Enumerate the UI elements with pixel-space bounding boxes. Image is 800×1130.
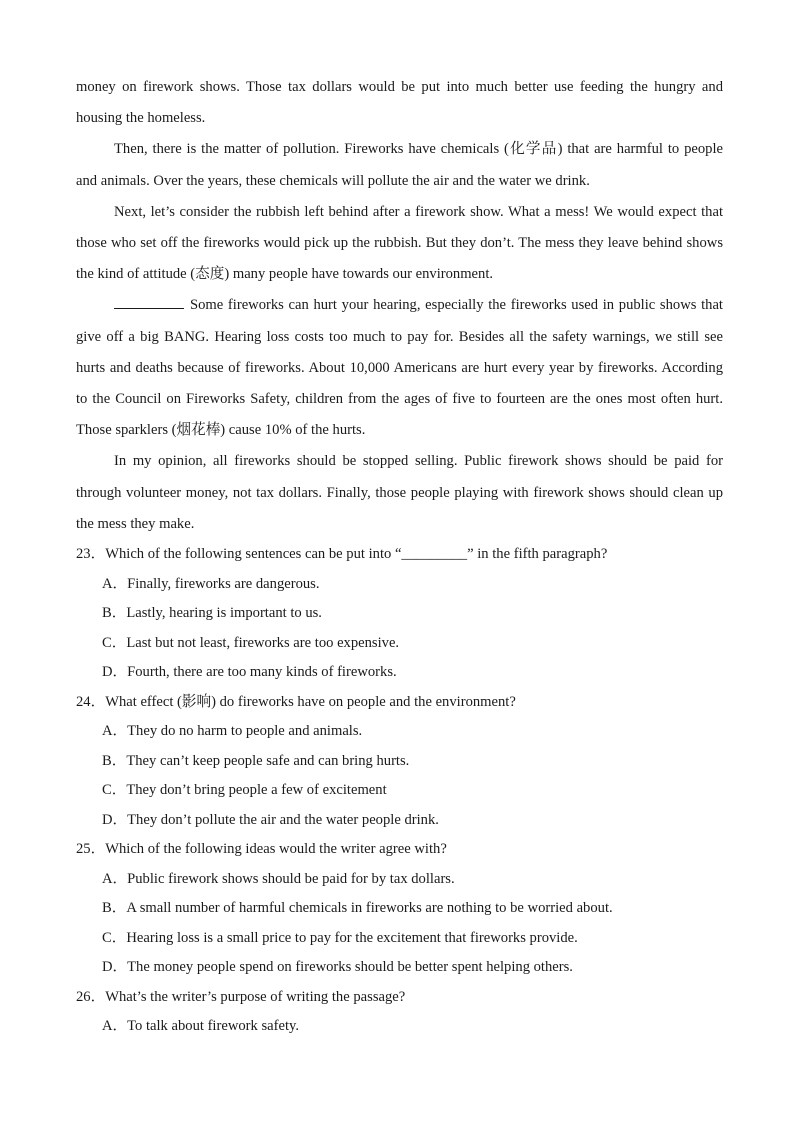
question-stem: 24．What effect (影响) do fireworks have on people and the environment? bbox=[76, 693, 516, 710]
option-d[interactable]: D．They don’t pollute the air and the water people drink. bbox=[102, 811, 439, 828]
question-stem: 25．Which of the following ideas would the writer agree with? bbox=[76, 841, 447, 858]
answer-blank bbox=[114, 294, 184, 309]
option-d[interactable]: D．The money people spend on fireworks should be better spent helping others. bbox=[102, 959, 573, 976]
option-a[interactable]: A．They do no harm to people and animals. bbox=[102, 723, 363, 740]
option-b[interactable]: B．Lastly, hearing is important to us. bbox=[102, 605, 322, 622]
passage-paragraph-1: money on firework shows. Those tax dollars would be put into much better use feeding the hungry and housing the homeless. bbox=[76, 79, 723, 127]
paragraph-4-text: Some fireworks can hurt your hearing, especially the fireworks used in public shows that give off a big BANG. Hearing loss costs too much to pay for. Besides all the safety warnings, we still see hurts and deaths because of fireworks. About 10,000 Americans are hurt every year by fireworks. According to the Council on Fireworks Safety, children from the ages of five to fourteen are the ones most often hurt. Those sparklers (烟花棒) cause 10% of the hurts. bbox=[76, 297, 723, 439]
option-c[interactable]: C．They don’t bring people a few of excitement bbox=[102, 782, 387, 799]
question-23 bbox=[76, 540, 723, 688]
document-page bbox=[76, 72, 723, 1042]
option-c[interactable]: C．Hearing loss is a small price to pay for the excitement that fireworks provide. bbox=[102, 929, 578, 946]
passage-paragraph-3: Next, let’s consider the rubbish left behind after a firework show. What a mess! We would expect that those who set off the fireworks would pick up the rubbish. But they don’t. The mess they leave behind shows the kind of attitude (态度) many people have towards our environment. bbox=[76, 203, 723, 283]
question-stem: 23．Which of the following sentences can be put into “_________” in the fifth paragraph? bbox=[76, 546, 608, 563]
question-stem: 26．What’s the writer’s purpose of writing the passage? bbox=[76, 988, 406, 1005]
option-a[interactable]: A．Public firework shows should be paid for by tax dollars. bbox=[102, 870, 455, 887]
question-24 bbox=[76, 688, 723, 836]
option-b[interactable]: B．They can’t keep people safe and can bring hurts. bbox=[102, 752, 410, 769]
passage-paragraph-2: Then, there is the matter of pollution. Fireworks have chemicals (化学品) that are harmful to people and animals. Over the years, these chemicals will pollute the air and the water we drink. bbox=[76, 141, 723, 189]
option-b[interactable]: B．A small number of harmful chemicals in fireworks are nothing to be worried about. bbox=[102, 900, 613, 917]
option-a[interactable]: A．Finally, fireworks are dangerous. bbox=[102, 575, 320, 592]
question-26 bbox=[76, 983, 723, 1042]
question-25 bbox=[76, 835, 723, 983]
passage-paragraph-5: In my opinion, all fireworks should be stopped selling. Public firework shows should be paid for through volunteer money, not tax dollars. Finally, those people playing with firework shows should clean up the mess they make. bbox=[76, 453, 723, 532]
option-c[interactable]: C．Last but not least, fireworks are too expensive. bbox=[102, 634, 400, 651]
option-d[interactable]: D．Fourth, there are too many kinds of fireworks. bbox=[102, 664, 397, 681]
passage-paragraph-4 bbox=[76, 290, 723, 446]
option-a[interactable]: A．To talk about firework safety. bbox=[102, 1018, 300, 1035]
